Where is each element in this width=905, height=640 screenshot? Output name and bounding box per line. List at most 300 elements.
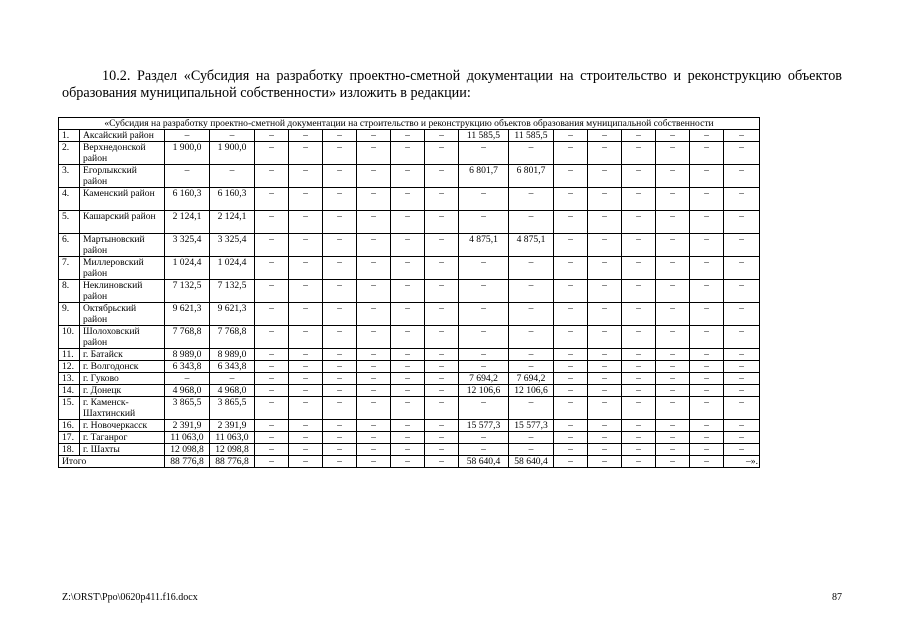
value-cell: – — [391, 303, 425, 326]
value-cell: – — [588, 326, 622, 349]
value-cell: – — [656, 257, 690, 280]
value-cell: – — [656, 165, 690, 188]
table-row — [59, 280, 760, 303]
row-number: 16. — [59, 420, 80, 432]
value-cell: – — [289, 361, 323, 373]
table-row — [59, 142, 760, 165]
value-cell: – — [509, 432, 554, 444]
value-cell: – — [255, 142, 289, 165]
value-cell: – — [289, 165, 323, 188]
value-cell: – — [656, 142, 690, 165]
total-row — [59, 456, 760, 468]
value-cell: – — [323, 420, 357, 432]
municipality-name: г. Новочеркасск — [80, 420, 165, 432]
value-cell: – — [255, 361, 289, 373]
table-title: «Субсидия на разработку проектно-сметной документации на строительство и реконструкцию объектов образования муниципальной собственности — [59, 118, 760, 130]
value-cell: – — [289, 420, 323, 432]
value-cell: – — [357, 188, 391, 211]
table-row — [59, 420, 760, 432]
value-cell: – — [509, 349, 554, 361]
value-cell: – — [690, 361, 724, 373]
value-cell: – — [357, 303, 391, 326]
value-cell: – — [255, 165, 289, 188]
municipality-name: г. Таганрог — [80, 432, 165, 444]
value-cell: – — [554, 397, 588, 420]
value-cell: 7 132,5 — [165, 280, 210, 303]
municipality-name: г. Батайск — [80, 349, 165, 361]
value-cell: 15 577,3 — [459, 420, 509, 432]
total-value-cell: 58 640,4 — [459, 456, 509, 468]
value-cell: – — [656, 444, 690, 456]
value-cell: – — [357, 385, 391, 397]
value-cell: – — [255, 188, 289, 211]
municipality-name: г. Донецк — [80, 385, 165, 397]
value-cell: – — [724, 397, 760, 420]
value-cell: – — [425, 432, 459, 444]
value-cell: – — [588, 349, 622, 361]
table-row — [59, 303, 760, 326]
value-cell: – — [255, 373, 289, 385]
value-cell: – — [323, 385, 357, 397]
value-cell: – — [323, 373, 357, 385]
value-cell: 6 801,7 — [459, 165, 509, 188]
row-number: 7. — [59, 257, 80, 280]
total-value-cell: – — [323, 456, 357, 468]
value-cell: – — [391, 211, 425, 234]
value-cell: – — [459, 432, 509, 444]
value-cell: – — [588, 165, 622, 188]
value-cell: – — [425, 326, 459, 349]
value-cell: – — [554, 373, 588, 385]
value-cell: – — [554, 361, 588, 373]
value-cell: – — [210, 130, 255, 142]
value-cell: – — [165, 165, 210, 188]
value-cell: – — [357, 257, 391, 280]
value-cell: – — [588, 361, 622, 373]
value-cell: – — [554, 444, 588, 456]
table-title-row — [59, 118, 760, 130]
value-cell: – — [554, 432, 588, 444]
value-cell: 3 325,4 — [210, 234, 255, 257]
value-cell: – — [391, 234, 425, 257]
value-cell: 11 585,5 — [509, 130, 554, 142]
value-cell: – — [656, 397, 690, 420]
subsidy-table — [58, 117, 760, 468]
value-cell: – — [690, 444, 724, 456]
value-cell: – — [509, 257, 554, 280]
value-cell: – — [289, 257, 323, 280]
value-cell: – — [724, 420, 760, 432]
value-cell: – — [588, 385, 622, 397]
value-cell: – — [724, 257, 760, 280]
value-cell: – — [690, 188, 724, 211]
value-cell: – — [690, 397, 724, 420]
value-cell: – — [622, 373, 656, 385]
value-cell: – — [690, 234, 724, 257]
value-cell: – — [690, 280, 724, 303]
value-cell: 15 577,3 — [509, 420, 554, 432]
value-cell: – — [588, 303, 622, 326]
value-cell: – — [656, 432, 690, 444]
value-cell: – — [357, 432, 391, 444]
value-cell: 12 106,6 — [459, 385, 509, 397]
value-cell: – — [323, 234, 357, 257]
value-cell: – — [255, 326, 289, 349]
municipality-name: Миллеровский район — [80, 257, 165, 280]
value-cell: – — [554, 234, 588, 257]
value-cell: – — [425, 385, 459, 397]
row-number: 2. — [59, 142, 80, 165]
value-cell: – — [690, 303, 724, 326]
value-cell: – — [690, 130, 724, 142]
value-cell: – — [357, 165, 391, 188]
value-cell: – — [509, 188, 554, 211]
value-cell: 3 865,5 — [210, 397, 255, 420]
value-cell: – — [554, 165, 588, 188]
value-cell: – — [391, 142, 425, 165]
value-cell: – — [323, 303, 357, 326]
value-cell: 2 391,9 — [165, 420, 210, 432]
value-cell: – — [656, 326, 690, 349]
total-value-cell: – — [554, 456, 588, 468]
value-cell: – — [255, 432, 289, 444]
value-cell: – — [724, 142, 760, 165]
value-cell: – — [554, 142, 588, 165]
value-cell: – — [289, 211, 323, 234]
value-cell: – — [289, 349, 323, 361]
value-cell: – — [289, 303, 323, 326]
value-cell: – — [357, 397, 391, 420]
value-cell: – — [391, 385, 425, 397]
value-cell: – — [509, 361, 554, 373]
value-cell: – — [656, 303, 690, 326]
total-value-cell: – — [622, 456, 656, 468]
table-row — [59, 349, 760, 361]
total-label: Итого — [59, 456, 165, 468]
value-cell: – — [622, 326, 656, 349]
value-cell: – — [289, 444, 323, 456]
value-cell: 1 024,4 — [165, 257, 210, 280]
row-number: 13. — [59, 373, 80, 385]
municipality-name: Аксайский район — [80, 130, 165, 142]
intro-text: 10.2. Раздел «Субсидия на разработку проектно-сметной документации на строительство и реконструкцию объектов образования муниципальной собственности» изложить в редакции: — [62, 68, 842, 101]
value-cell: – — [724, 165, 760, 188]
value-cell: 2 391,9 — [210, 420, 255, 432]
value-cell: – — [690, 432, 724, 444]
value-cell: – — [622, 280, 656, 303]
value-cell: – — [255, 211, 289, 234]
value-cell: – — [255, 130, 289, 142]
value-cell: – — [391, 165, 425, 188]
value-cell: – — [690, 420, 724, 432]
value-cell: 7 694,2 — [459, 373, 509, 385]
value-cell: – — [588, 257, 622, 280]
value-cell: – — [588, 373, 622, 385]
table-row — [59, 130, 760, 142]
value-cell: – — [724, 234, 760, 257]
value-cell: – — [357, 130, 391, 142]
value-cell: 6 160,3 — [165, 188, 210, 211]
value-cell: – — [323, 188, 357, 211]
value-cell: 4 968,0 — [165, 385, 210, 397]
total-value-cell: – — [391, 456, 425, 468]
value-cell: – — [289, 188, 323, 211]
value-cell: – — [289, 373, 323, 385]
value-cell: – — [391, 361, 425, 373]
value-cell: – — [724, 303, 760, 326]
value-cell: – — [622, 234, 656, 257]
value-cell: – — [724, 349, 760, 361]
value-cell: – — [289, 280, 323, 303]
value-cell: 1 900,0 — [210, 142, 255, 165]
value-cell: – — [289, 234, 323, 257]
value-cell: – — [255, 234, 289, 257]
value-cell: 6 343,8 — [165, 361, 210, 373]
value-cell: 6 343,8 — [210, 361, 255, 373]
value-cell: – — [425, 165, 459, 188]
value-cell: – — [391, 130, 425, 142]
value-cell: – — [459, 361, 509, 373]
value-cell: 12 106,6 — [509, 385, 554, 397]
value-cell: – — [656, 361, 690, 373]
value-cell: – — [724, 361, 760, 373]
value-cell: – — [622, 361, 656, 373]
value-cell: – — [289, 385, 323, 397]
municipality-name: Каменский район — [80, 188, 165, 211]
total-value-cell: – — [357, 456, 391, 468]
value-cell: – — [289, 142, 323, 165]
value-cell: 6 160,3 — [210, 188, 255, 211]
value-cell: – — [391, 420, 425, 432]
value-cell: – — [255, 397, 289, 420]
value-cell: – — [459, 326, 509, 349]
row-number: 4. — [59, 188, 80, 211]
value-cell: 6 801,7 — [509, 165, 554, 188]
value-cell: – — [425, 211, 459, 234]
value-cell: 11 585,5 — [459, 130, 509, 142]
value-cell: – — [425, 257, 459, 280]
value-cell: – — [656, 130, 690, 142]
total-value-cell: – — [690, 456, 724, 468]
value-cell: – — [323, 349, 357, 361]
value-cell: – — [724, 280, 760, 303]
value-cell: – — [357, 349, 391, 361]
row-number: 6. — [59, 234, 80, 257]
total-value-cell: 58 640,4 — [509, 456, 554, 468]
row-number: 11. — [59, 349, 80, 361]
municipality-name: г. Каменск-Шахтинский — [80, 397, 165, 420]
footer-file-path: Z:\ORST\Ppo\0620p411.f16.docx — [62, 592, 198, 603]
value-cell: – — [588, 444, 622, 456]
value-cell: – — [690, 349, 724, 361]
value-cell: 2 124,1 — [210, 211, 255, 234]
value-cell: – — [554, 349, 588, 361]
table-row — [59, 373, 760, 385]
value-cell: – — [509, 280, 554, 303]
value-cell: – — [323, 142, 357, 165]
value-cell: – — [622, 397, 656, 420]
value-cell: – — [459, 280, 509, 303]
total-value-cell: – — [289, 456, 323, 468]
value-cell: – — [459, 257, 509, 280]
value-cell: – — [391, 444, 425, 456]
value-cell: – — [690, 373, 724, 385]
value-cell: – — [323, 361, 357, 373]
total-value-cell: – — [588, 456, 622, 468]
value-cell: – — [425, 397, 459, 420]
value-cell: – — [323, 211, 357, 234]
value-cell: – — [622, 142, 656, 165]
value-cell: – — [622, 211, 656, 234]
value-cell: – — [425, 444, 459, 456]
table-row — [59, 432, 760, 444]
value-cell: – — [255, 303, 289, 326]
total-value-cell: 88 776,8 — [165, 456, 210, 468]
value-cell: – — [357, 444, 391, 456]
row-number: 8. — [59, 280, 80, 303]
value-cell: – — [425, 303, 459, 326]
value-cell: – — [622, 165, 656, 188]
table-row — [59, 188, 760, 211]
value-cell: – — [622, 444, 656, 456]
value-cell: – — [656, 420, 690, 432]
value-cell: – — [690, 165, 724, 188]
value-cell: – — [391, 280, 425, 303]
value-cell: – — [588, 142, 622, 165]
value-cell: – — [425, 234, 459, 257]
table-row — [59, 444, 760, 456]
value-cell: – — [554, 188, 588, 211]
value-cell: 4 875,1 — [509, 234, 554, 257]
table-row — [59, 257, 760, 280]
value-cell: – — [255, 385, 289, 397]
value-cell: – — [588, 432, 622, 444]
value-cell: – — [357, 326, 391, 349]
value-cell: 9 621,3 — [165, 303, 210, 326]
value-cell: 8 989,0 — [210, 349, 255, 361]
value-cell: – — [391, 373, 425, 385]
value-cell: – — [724, 130, 760, 142]
table-row — [59, 211, 760, 234]
value-cell: – — [391, 257, 425, 280]
value-cell: 4 875,1 — [459, 234, 509, 257]
value-cell: – — [554, 420, 588, 432]
value-cell: – — [425, 142, 459, 165]
value-cell: – — [509, 211, 554, 234]
row-number: 18. — [59, 444, 80, 456]
value-cell: – — [690, 142, 724, 165]
value-cell: – — [622, 257, 656, 280]
municipality-name: Октябрьский район — [80, 303, 165, 326]
municipality-name: Мартыновский район — [80, 234, 165, 257]
value-cell: – — [255, 444, 289, 456]
value-cell: – — [425, 349, 459, 361]
value-cell: – — [391, 349, 425, 361]
total-value-cell: –». — [724, 456, 760, 468]
value-cell: 1 024,4 — [210, 257, 255, 280]
value-cell: – — [425, 420, 459, 432]
value-cell: – — [724, 326, 760, 349]
value-cell: – — [509, 303, 554, 326]
value-cell: – — [323, 326, 357, 349]
value-cell: – — [509, 142, 554, 165]
value-cell: 11 063,0 — [165, 432, 210, 444]
value-cell: – — [554, 280, 588, 303]
value-cell: – — [323, 130, 357, 142]
value-cell: – — [656, 234, 690, 257]
intro-paragraph — [62, 68, 842, 102]
municipality-name: Егорлыкский район — [80, 165, 165, 188]
municipality-name: г. Шахты — [80, 444, 165, 456]
value-cell: – — [459, 211, 509, 234]
value-cell: – — [459, 349, 509, 361]
value-cell: – — [656, 211, 690, 234]
value-cell: – — [391, 188, 425, 211]
value-cell: – — [588, 188, 622, 211]
municipality-name: Верхнедонской район — [80, 142, 165, 165]
value-cell: – — [289, 432, 323, 444]
value-cell: – — [323, 397, 357, 420]
value-cell: – — [323, 432, 357, 444]
value-cell: – — [357, 211, 391, 234]
value-cell: – — [255, 349, 289, 361]
value-cell: – — [656, 373, 690, 385]
value-cell: – — [459, 397, 509, 420]
value-cell: – — [357, 361, 391, 373]
table-row — [59, 385, 760, 397]
value-cell: – — [554, 385, 588, 397]
value-cell: – — [588, 397, 622, 420]
value-cell: 12 098,8 — [210, 444, 255, 456]
value-cell: – — [690, 326, 724, 349]
value-cell: – — [165, 130, 210, 142]
value-cell: 7 768,8 — [210, 326, 255, 349]
municipality-name: Неклиновский район — [80, 280, 165, 303]
value-cell: – — [656, 385, 690, 397]
value-cell: – — [622, 432, 656, 444]
value-cell: – — [425, 361, 459, 373]
total-value-cell: – — [255, 456, 289, 468]
value-cell: – — [724, 188, 760, 211]
table-row — [59, 361, 760, 373]
value-cell: – — [210, 373, 255, 385]
value-cell: – — [323, 280, 357, 303]
value-cell: – — [588, 211, 622, 234]
value-cell: – — [357, 234, 391, 257]
value-cell: – — [289, 326, 323, 349]
row-number: 10. — [59, 326, 80, 349]
value-cell: – — [554, 303, 588, 326]
value-cell: – — [509, 444, 554, 456]
table-row — [59, 234, 760, 257]
row-number: 9. — [59, 303, 80, 326]
value-cell: – — [323, 444, 357, 456]
value-cell: – — [391, 397, 425, 420]
value-cell: – — [622, 303, 656, 326]
value-cell: – — [210, 165, 255, 188]
municipality-name: Кашарский район — [80, 211, 165, 234]
table-row — [59, 397, 760, 420]
row-number: 3. — [59, 165, 80, 188]
value-cell: – — [425, 280, 459, 303]
total-value-cell: – — [425, 456, 459, 468]
value-cell: – — [690, 257, 724, 280]
value-cell: – — [425, 188, 459, 211]
value-cell: – — [255, 257, 289, 280]
value-cell: – — [459, 444, 509, 456]
value-cell: – — [357, 142, 391, 165]
value-cell: 9 621,3 — [210, 303, 255, 326]
